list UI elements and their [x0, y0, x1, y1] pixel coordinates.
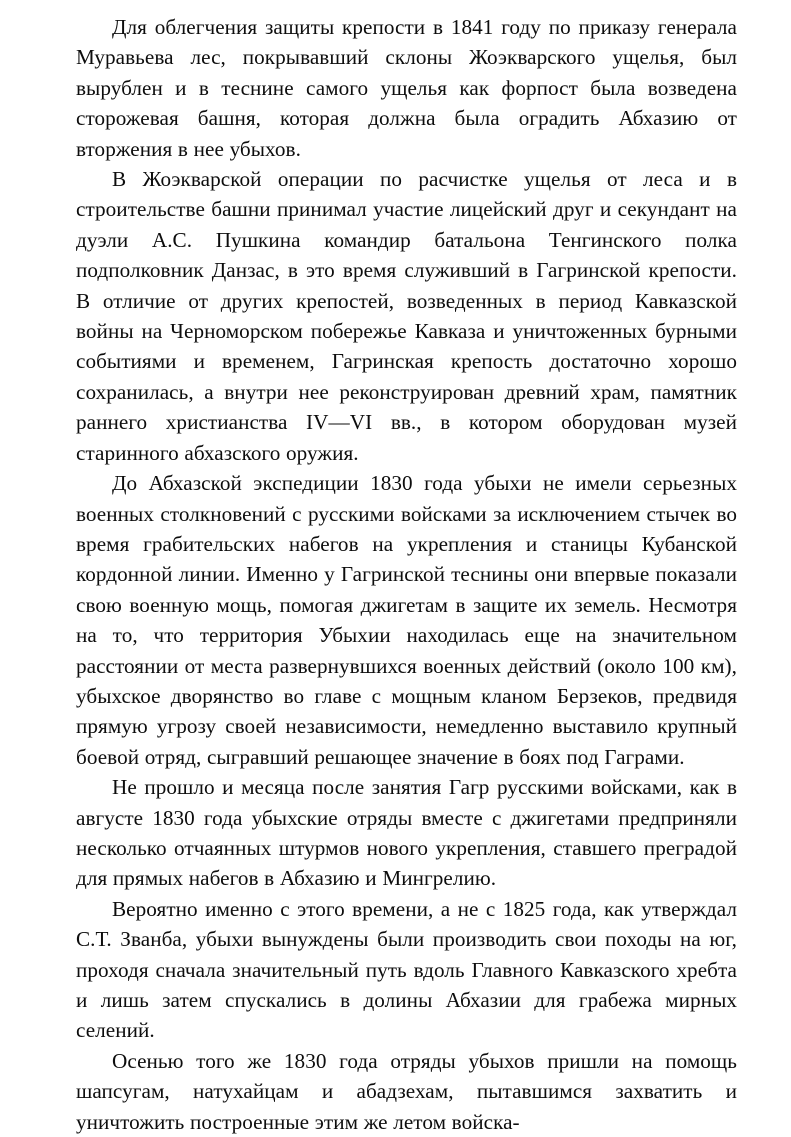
- page-body: [76, 12, 737, 1137]
- paragraph: В Жоэкварской операции по расчистке ущелья от леса и в строительстве башни принимал участие лицейский друг и секундант на дуэли А.С. Пушкина командир батальона Тенгинского полка подполковник Данзас, в это время служивший в Гагринской крепости. В отличие от других крепостей, возведенных в период Кавказской войны на Черноморском побережье Кавказа и уничтоженных бурными событиями и временем, Гагринская крепость достаточно хорошо сохранилась, а внутри нее реконструирован древний храм, памятник раннего христианства IV—VI вв., в котором оборудован музей старинного абхазского оружия.: [76, 167, 737, 465]
- paragraph: Не прошло и месяца после занятия Гагр русскими войсками, как в августе 1830 года убыхские отряды вместе с джигетами предприняли несколько отчаянных штурмов нового укрепления, ставшего преградой для прямых набегов в Абхазию и Мингрелию.: [76, 775, 737, 891]
- paragraph: До Абхазской экспедиции 1830 года убыхи не имели серьезных военных столкновений с русскими войсками за исключением стычек во время грабительских набегов на укрепления и станицы Кубанской кордонной линии. Именно у Гагринской теснины они впервые показали свою военную мощь, помогая джигетам в защите их земель. Несмотря на то, что территория Убыхии находилась еще на значительном расстоянии от места развернувшихся военных действий (около 100 км), убыхское дворянство во главе с мощным кланом Берзеков, предвидя прямую угрозу своей независимости, немедленно выставило крупный боевой отряд, сыгравший решающее значение в боях под Гаграми.: [76, 471, 737, 769]
- paragraph: Для облегчения защиты крепости в 1841 году по приказу генерала Муравьева лес, покрывавший склоны Жоэкварского ущелья, был вырублен и в теснине самого ущелья как форпост была возведена сторожевая башня, которая должна была оградить Абхазию от вторжения в нее убыхов.: [76, 15, 737, 161]
- paragraph: Осенью того же 1830 года отряды убыхов пришли на помощь шапсугам, натухайцам и абадзехам, пытавшимся захватить и уничтожить построенные этим же летом войска-: [76, 1048, 737, 1134]
- paragraph: Вероятно именно с этого времени, а не с 1825 года, как утверждал С.Т. Званба, убыхи вынуждены были производить свои походы на юг, проходя сначала значительный путь вдоль Главного Кавказского хребта и лишь затем спускались в долины Абхазии для грабежа мирных селений.: [76, 896, 737, 1043]
